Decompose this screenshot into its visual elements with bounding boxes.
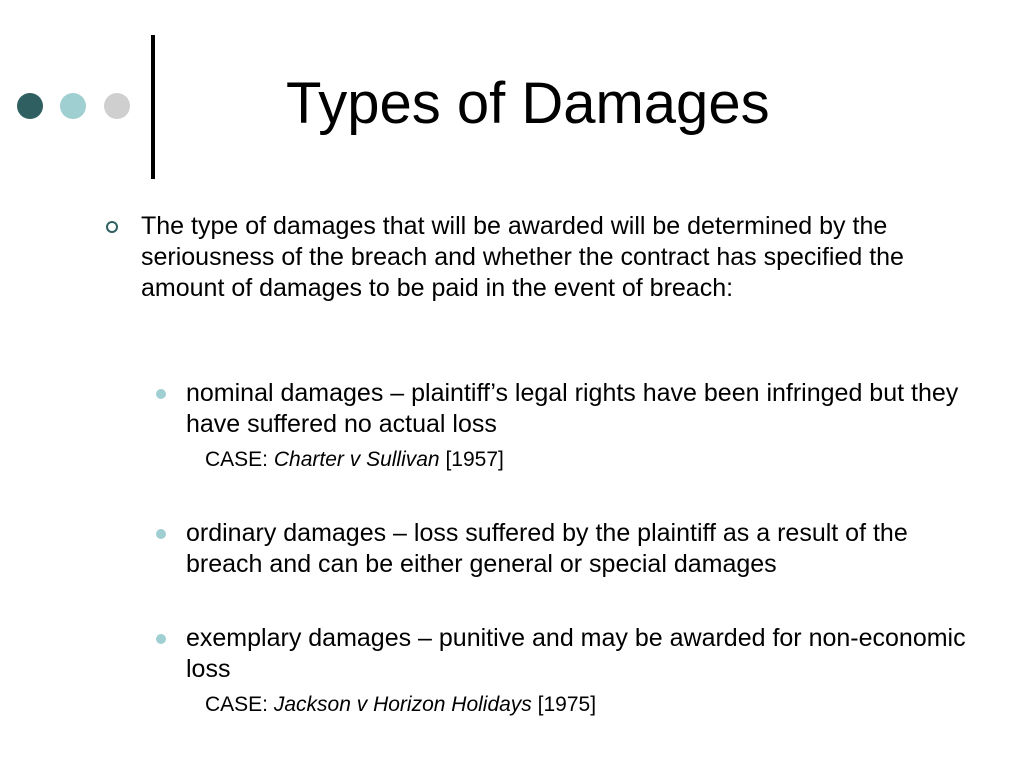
bullet-dot-icon xyxy=(156,529,166,539)
title-divider xyxy=(151,35,155,179)
list-item-nominal: nominal damages – plaintiff’s legal rights have been infringed but they have suffered no actual loss xyxy=(186,379,959,438)
intro-paragraph: The type of damages that will be awarded will be determined by the seriousness of the breach and whether the contract has specified the amount of damages to be paid in the event of breach: xyxy=(141,212,904,302)
bullet-dot-icon xyxy=(156,389,166,399)
case-prefix: CASE: xyxy=(205,693,269,716)
list-item-exemplary: exemplary damages – punitive and may be awarded for non-economic loss xyxy=(186,624,966,683)
case-citation xyxy=(205,691,596,719)
case-year: [1975] xyxy=(537,693,597,716)
decorative-dot-light xyxy=(60,93,86,119)
list-item-ordinary: ordinary damages – loss suffered by the plaintiff as a result of the breach and can be either general or special damages xyxy=(186,519,908,578)
decorative-dot-dark xyxy=(17,93,43,119)
bullet-dot-icon xyxy=(156,634,166,644)
case-name: Jackson v Horizon Holidays xyxy=(273,693,532,716)
bullet-ring-icon xyxy=(106,221,118,233)
case-year: [1957] xyxy=(445,448,504,471)
case-prefix: CASE: xyxy=(205,448,269,471)
case-citation xyxy=(205,446,504,474)
slide-title: Types of Damages xyxy=(286,71,770,136)
case-name: Charter v Sullivan xyxy=(273,448,440,471)
decorative-dot-grey xyxy=(104,93,130,119)
